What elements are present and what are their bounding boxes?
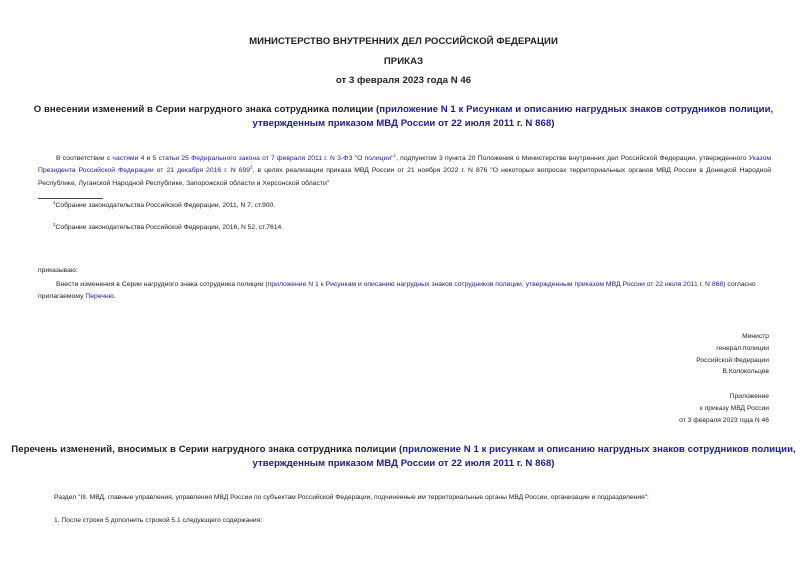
order-text-2: ) согласно прилагаемому: [38, 281, 756, 301]
section-reference: Раздел "III. МВД, главные управления, управления МВД России по субъектам Российской Федерации, подчиненные им территориальные органы МВД России, организации и подразделения":: [54, 494, 649, 501]
appendix-ref: к приказу МВД России: [699, 404, 769, 412]
footnote-text-1: Собрание законодательства Российской Федерации, 2011, N 7, ст.900.: [55, 202, 276, 209]
order-paragraph: [38, 279, 771, 304]
footnote-mark-1: 1: [53, 199, 56, 205]
footnote-ref-2[interactable]: 2: [250, 165, 253, 171]
preamble-text-1: В соответствии с: [56, 155, 113, 162]
law-link-article[interactable]: 5 статьи 25 Федерального закона от 7 февраля 2011 г. N 3-ФЗ "О полиции": [152, 155, 394, 162]
footnote-mark-2: 2: [53, 221, 56, 227]
footnote-ref-1[interactable]: 1: [393, 152, 397, 158]
decree-link[interactable]: Указом Президента Российской Федерации от 21 декабря 2016 г. N 699: [38, 155, 772, 175]
list-title-text: Перечень изменений, вносимых в Серии нагрудного знака сотрудника полиции (: [11, 444, 403, 455]
footnote-text-2: Собрание законодательства Российской Федерации, 2016, N 52, ст.7614.: [55, 224, 284, 231]
subject-link-order[interactable]: приказом МВД России от 22 июля 2011 г. N 868: [327, 117, 552, 129]
appendix-block: [679, 391, 769, 426]
subject-link-appendix[interactable]: приложение N 1 к Рисункам и описанию нагрудных знаков сотрудников полиции,: [379, 104, 774, 115]
appendix-title: Приложение: [729, 393, 769, 400]
list-title-close: ): [551, 457, 555, 469]
signature-position: Министр: [742, 333, 769, 340]
order-label: приказываю:: [38, 267, 78, 274]
signature-country: Российской Федерации: [696, 356, 769, 364]
order-text-1: Внести изменения в Серии нагрудного знака сотрудника полиции (: [56, 281, 268, 288]
list-title-link-approved[interactable]: утвержденным: [252, 457, 328, 469]
document-type: ПРИКАЗ: [383, 56, 424, 67]
signature-rank: генерал полиции: [716, 344, 769, 352]
document-date: от 3 февраля 2023 года N 46: [335, 75, 472, 86]
order-link-appendix[interactable]: приложение N 1 к Рисункам и описанию нагрудных знаков сотрудников полиции, утвержденным приказом МВД России от 22 июля 2011 г. N 868: [267, 281, 724, 288]
changes-list-title: [0, 443, 807, 470]
law-link-parts[interactable]: частями 4: [112, 155, 145, 162]
order-text-3: .: [113, 293, 116, 301]
footnote-1: [53, 199, 276, 209]
footnote-divider: [38, 198, 103, 199]
list-title-link-appendix[interactable]: приложение N 1 к рисункам и описанию нагрудных знаков сотрудников полиции,: [402, 444, 796, 455]
preamble-text-4: , в целях реализации приказа МВД России от 21 ноября 2022 г. N 876 "О некоторых вопросах территориальных органов МВД России в Донецкой Народной Республике, Луганской Народной Республике, Запорожской области и Херсонской области": [38, 167, 771, 187]
appendix-date: от 3 февраля 2023 года N 46: [679, 416, 769, 424]
preamble-text-3: , подпунктом 3 пункта 20 Положения о Министерстве внутренних дел Российской Федерации, утвержденного: [396, 155, 749, 162]
list-title-link-order[interactable]: приказом МВД России от 22 июля 2011 г. N 868: [327, 457, 552, 469]
ministry-title: МИНИСТЕРСТВО ВНУТРЕННИХ ДЕЛ РОССИЙСКОЙ ФЕДЕРАЦИИ: [249, 36, 558, 47]
subject-text: О внесении изменений в Серии нагрудного знака сотрудника полиции (: [33, 104, 380, 115]
signature-block: [696, 331, 769, 378]
preamble-paragraph: [38, 153, 771, 190]
subject-close: ): [551, 117, 555, 129]
subject-link-approved[interactable]: утвержденным: [252, 117, 328, 129]
document-subject: [0, 103, 807, 130]
order-link-list[interactable]: Перечню: [85, 293, 114, 301]
signature-name: В.Колокольцев: [722, 368, 769, 376]
change-item-1: 1. После строки 5 дополнить строкой 5.1 следующего содержания:: [54, 517, 263, 524]
footnote-2: [53, 221, 284, 231]
preamble-text-2: и: [144, 155, 153, 162]
